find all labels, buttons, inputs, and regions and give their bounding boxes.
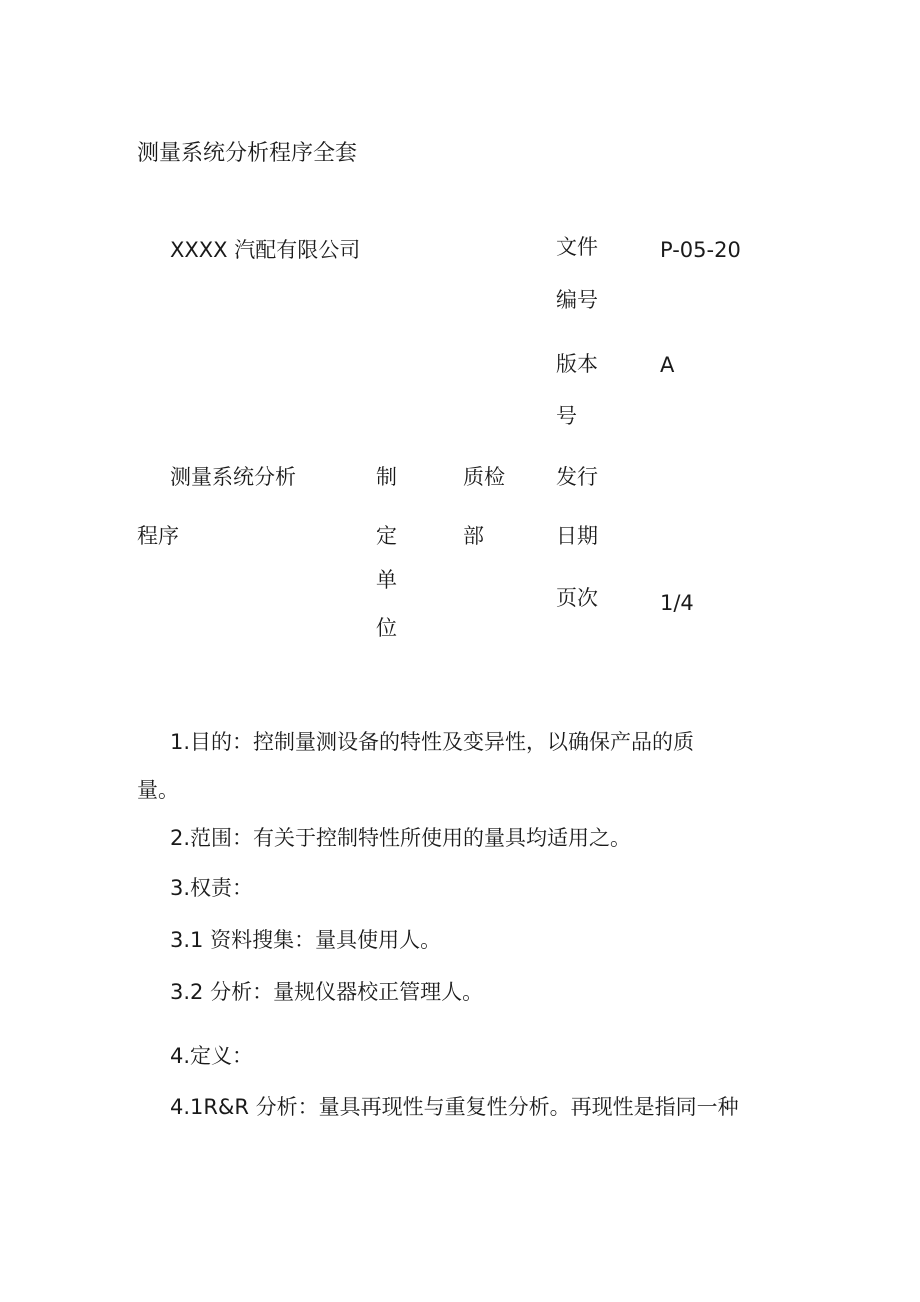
company-name: XXXX 汽配有限公司 xyxy=(170,238,361,262)
doc-no-label-line-2: 编号 xyxy=(556,288,598,312)
dept-value-line-2: 部 xyxy=(463,524,484,548)
section-1-line-2: 量。 xyxy=(137,778,179,802)
section-3-1: 3.1 资料搜集：量具使用人。 xyxy=(170,928,442,952)
version-value: A xyxy=(660,353,675,377)
doc-no-value: P-05-20 xyxy=(660,238,741,262)
issue-date-label-line-2: 日期 xyxy=(556,524,598,548)
section-2: 2.范围：有关于控制特性所使用的量具均适用之。 xyxy=(170,826,632,850)
issue-date-label-line-1: 发行 xyxy=(556,465,598,489)
section-3: 3.权责： xyxy=(170,876,254,900)
document-title: 测量系统分析程序全套 xyxy=(137,141,358,166)
doc-no-label-line-1: 文件 xyxy=(556,235,598,259)
dept-label-char-4: 位 xyxy=(376,616,397,640)
page-label: 页次 xyxy=(556,586,598,610)
page-value: 1/4 xyxy=(660,591,694,615)
version-label-line-1: 版本 xyxy=(556,352,598,376)
section-3-2: 3.2 分析：量规仪器校正管理人。 xyxy=(170,980,484,1004)
section-4-1: 4.1R&R 分析：量具再现性与重复性分析。再现性是指同一种 xyxy=(170,1095,739,1119)
procedure-name-line-1: 测量系统分析 xyxy=(170,465,296,489)
dept-label-char-2: 定 xyxy=(376,524,397,548)
version-label-line-2: 号 xyxy=(556,404,577,428)
dept-label-char-3: 单 xyxy=(376,568,397,592)
section-4: 4.定义： xyxy=(170,1044,254,1068)
procedure-name-line-2: 程序 xyxy=(137,524,179,548)
dept-value-line-1: 质检 xyxy=(463,465,505,489)
dept-label-char-1: 制 xyxy=(376,465,397,489)
section-1-line-1: 1.目的：控制量测设备的特性及变异性，以确保产品的质 xyxy=(170,730,695,754)
